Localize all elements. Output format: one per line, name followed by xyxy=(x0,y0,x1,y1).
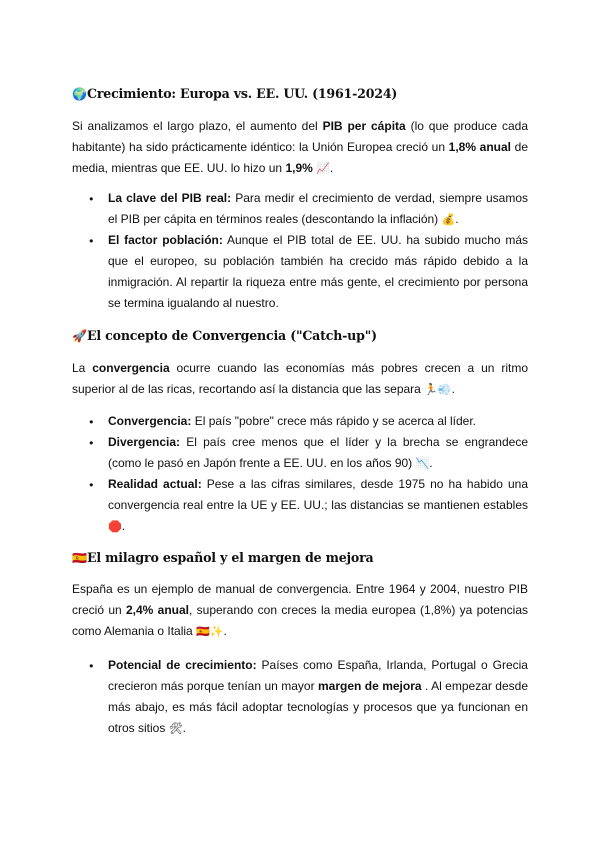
heading-text: El milagro español y el margen de mejora xyxy=(87,550,374,565)
bullet-list-spain xyxy=(72,655,528,739)
text: (lo que produce cada habitante) ha sido prácticamente idéntico: la Unión Europea creció un xyxy=(72,119,528,154)
bullet-list-convergence xyxy=(72,411,528,537)
document-page xyxy=(72,76,528,739)
bullet-list-growth xyxy=(72,188,528,314)
text: El país cree menos que el líder y la brecha se engrandece (como le pasó en Japón frente a EE. UU. en los años 90) xyxy=(108,435,528,470)
list-item xyxy=(72,411,528,432)
bold-text: La clave del PIB real: xyxy=(108,191,232,205)
text: . xyxy=(223,624,227,638)
list-item xyxy=(72,230,528,314)
bold-text: El factor población: xyxy=(108,233,223,247)
bold-text: Realidad actual: xyxy=(108,477,202,491)
text: . xyxy=(121,519,126,533)
bold-text: 1,9% xyxy=(285,161,313,175)
text: . xyxy=(182,721,186,735)
paragraph-convergence xyxy=(72,358,528,400)
bold-text: 2,4% anual xyxy=(125,603,189,617)
section-heading-convergence xyxy=(72,326,528,346)
bold-text: PIB per cápita xyxy=(322,119,406,133)
stop-sign-icon: 🛑 xyxy=(108,520,122,533)
text: ocurre cuando las economías más pobres crecen a un ritmo superior al de las ricas, recortando así la distancia que las separa xyxy=(72,361,529,396)
text: , superando con creces la media europea (1,8%) ya potencias como Alemania o Italia xyxy=(72,603,528,638)
bold-text: convergencia xyxy=(92,361,170,375)
section-heading-growth xyxy=(72,84,528,104)
text: Pese a las cifras similares, desde 1975 no ha habido una convergencia real entre la UE y EE. UU.; las distancias se mantienen estables xyxy=(108,477,528,512)
globe-icon: 🌍 xyxy=(72,87,87,101)
chart-decreasing-icon: 📉 xyxy=(415,457,430,470)
text: . xyxy=(429,456,433,470)
list-item xyxy=(72,655,528,739)
paragraph-growth xyxy=(72,116,528,179)
bold-text: Divergencia: xyxy=(108,435,181,449)
text: . Al empezar desde más abajo, es más fácil adoptar tecnologías y procesos que ya funcionan en otros sitios xyxy=(108,679,528,735)
rocket-icon: 🚀 xyxy=(72,329,87,343)
bold-text: Potencial de crecimiento: xyxy=(108,658,257,672)
paragraph-spain xyxy=(72,579,528,642)
heading-text: El concepto de Convergencia ("Catch-up") xyxy=(87,328,377,343)
chart-increasing-icon: 📈 xyxy=(316,162,330,175)
text: de media, mientras que EE. UU. lo hizo un xyxy=(72,140,529,175)
spain-flag-sparkles-icon: 🇪🇸✨ xyxy=(196,625,224,638)
money-bag-icon: 💰 xyxy=(441,213,456,226)
text: Para medir el crecimiento de verdad, siempre usamos el PIB per cápita en términos reales (descontando la inflación) xyxy=(108,191,528,226)
text: . xyxy=(329,161,334,175)
bold-text: Convergencia: xyxy=(108,414,192,428)
text: La xyxy=(72,361,93,375)
text: El país "pobre" crece más rápido y se acerca al líder. xyxy=(191,414,477,428)
text: España es un ejemplo de manual de convergencia. Entre 1964 y 2004, nuestro PIB creció un xyxy=(72,582,528,617)
text: Aunque el PIB total de EE. UU. ha subido mucho más que el europeo, su población también ha crecido más rápido debido a la inmigración. Al repartir la riqueza entre más gente, el crecimiento por persona se termina igualando al nuestro. xyxy=(108,233,528,310)
text: Países como España, Irlanda, Portugal o Grecia crecieron más porque tenían un mayor xyxy=(108,658,528,693)
list-item xyxy=(72,188,528,230)
text: . xyxy=(455,212,459,226)
runner-dash-icon: 🏃💨 xyxy=(424,383,452,396)
list-item xyxy=(72,432,528,474)
text: . xyxy=(451,382,455,396)
heading-text: Crecimiento: Europa vs. EE. UU. (1961-2024) xyxy=(87,86,398,101)
bold-text: margen de mejora xyxy=(318,679,422,693)
bold-text: 1,8% anual xyxy=(448,140,512,154)
spain-flag-icon: 🇪🇸 xyxy=(72,551,87,565)
tools-icon: 🛠 xyxy=(168,722,183,735)
section-heading-spain xyxy=(72,548,528,568)
text: Si analizamos el largo plazo, el aumento del xyxy=(72,119,323,133)
list-item xyxy=(72,474,528,537)
